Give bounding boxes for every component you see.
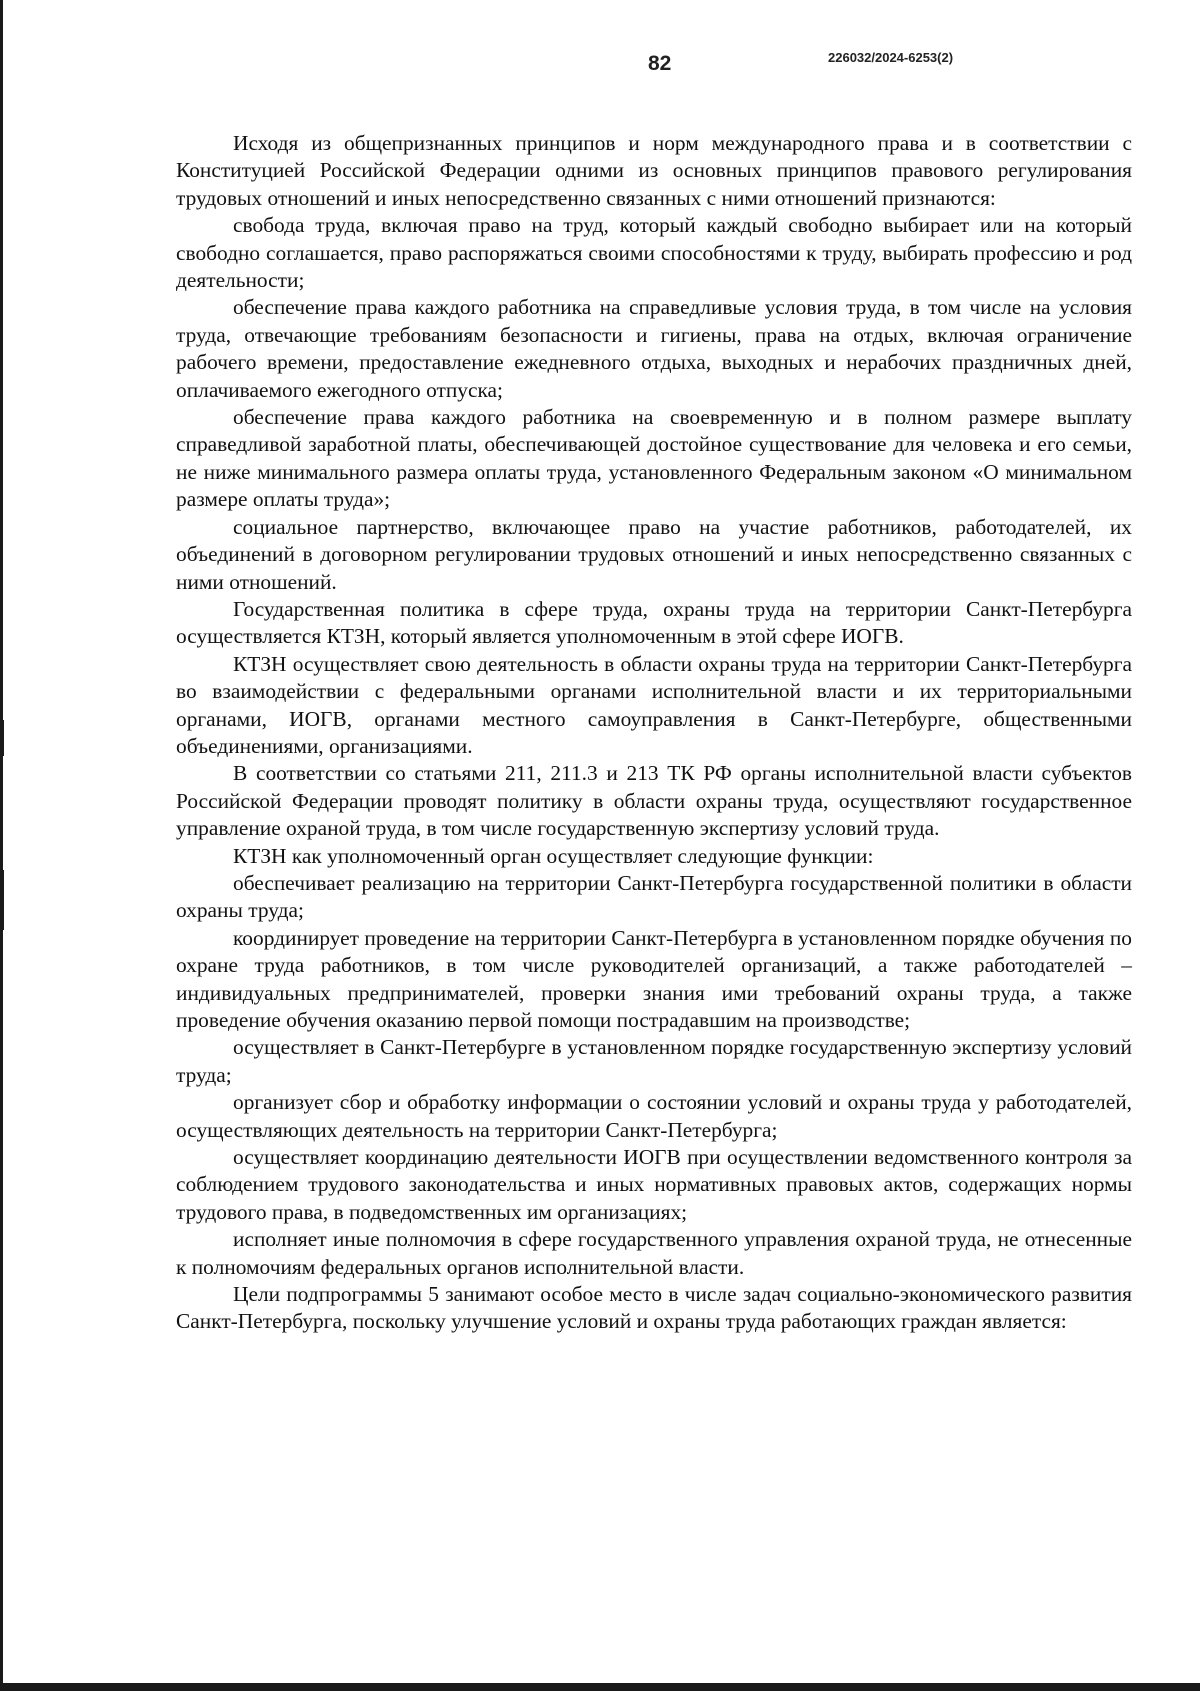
paragraph: свобода труда, включая право на труд, который каждый свободно выбирает или на который свободно соглашается, право распоряжаться своими способностями к труду, выбирать профессию и род деятельности; [176,213,1132,293]
document-body [176,130,1132,1336]
paragraph: обеспечение права каждого работника на справедливые условия труда, в том числе на условия труда, отвечающие требованиям безопасности и гигиены, права на отдых, включая ограничение рабочего времени, предоставление ежедневного отдыха, выходных и нерабочих праздничных дней, оплачиваемого ежегодного отпуска; [176,295,1132,402]
paragraph: В соответствии со статьями 211, 211.3 и 213 ТК РФ органы исполнительной власти субъектов Российской Федерации проводят политику в области охраны труда, осуществляют государственное управление охраной труда, в том числе государственную экспертизу условий труда. [176,761,1132,841]
paragraph: КТЗН осуществляет свою деятельность в области охраны труда на территории Санкт-Петербурга во взаимодействии с федеральными органами исполнительной власти и их территориальными органами, ИОГВ, органами местного самоуправления в Санкт-Петербурге, общественными объединениями, организациями. [176,651,1132,758]
paragraph: обеспечивает реализацию на территории Санкт-Петербурга государственной политики в области охраны труда; [176,870,1132,923]
paragraph: координирует проведение на территории Санкт-Петербурга в установленном порядке обучения по охране труда работников, в том числе руководителей организаций, а также работодателей – индивидуальных предпринимателей, проверки знания ими требований охраны труда, а также проведение обучения оказанию первой помощи пострадавшим на производстве; [176,925,1132,1032]
paragraph: осуществляет в Санкт-Петербурге в установленном порядке государственную экспертизу условий труда; [176,1035,1132,1087]
scan-edge-left [0,0,3,1691]
scan-mark [0,720,4,756]
scan-mark [0,870,4,930]
paragraph: Государственная политика в сфере труда, охраны труда на территории Санкт-Петербурга осуществляется КТЗН, который является уполномоченным в этой сфере ИОГВ. [176,596,1132,649]
scan-edge-bottom [0,1683,1200,1691]
page-number: 82 [648,52,672,75]
paragraph: осуществляет координацию деятельности ИОГВ при осуществлении ведомственного контроля за соблюдением трудового законодательства и иных нормативных правовых актов, содержащих нормы трудового права, в подведомственных им организациях; [176,1145,1132,1224]
document-id: 226032/2024-6253(2) [828,50,954,65]
paragraph: организует сбор и обработку информации о состоянии условий и охраны труда у работодателей, осуществляющих деятельность на территории Санкт-Петербурга; [176,1090,1132,1142]
paragraph: исполняет иные полномочия в сфере государственного управления охраной труда, не отнесенные к полномочиям федеральных органов исполнительной власти. [176,1227,1132,1279]
paragraph: социальное партнерство, включающее право на участие работников, работодателей, их объединений в договорном регулировании трудовых отношений и иных непосредственно связанных с ними отношений. [176,514,1132,594]
paragraph: Цели подпрограммы 5 занимают особое место в числе задач социально-экономического развития Санкт-Петербурга, поскольку улучшение условий и охраны труда работающих граждан является: [176,1282,1132,1334]
paragraph: КТЗН как уполномоченный орган осуществляет следующие функции: [233,843,874,868]
paragraph: Исходя из общепризнанных принципов и норм международного права и в соответствии с Конституцией Российской Федерации одними из основных принципов правового регулирования трудовых отношений и иных непосредственно связанных с ними отношений признаются: [176,131,1132,210]
paragraph: обеспечение права каждого работника на своевременную и в полном размере выплату справедливой заработной платы, обеспечивающей достойное существование для человека и его семьи, не ниже минимального размера оплаты труда, установленного Федеральным законом «О минимальном размере оплаты труда»; [176,405,1132,512]
